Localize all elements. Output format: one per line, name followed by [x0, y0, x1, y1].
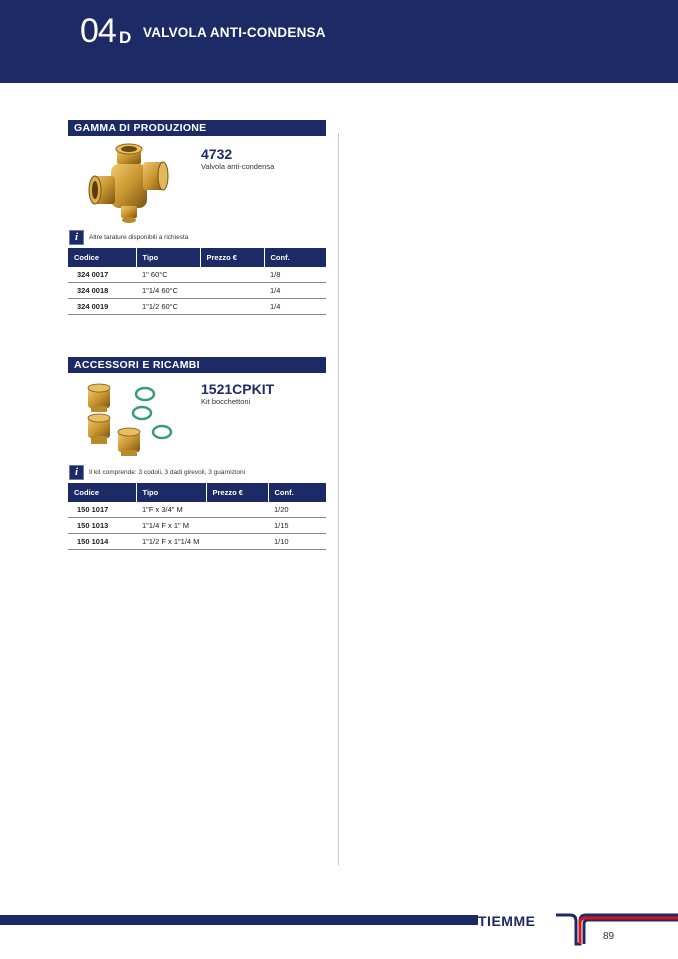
section-title-production: GAMMA DI PRODUZIONE — [68, 120, 326, 136]
col-header-tipo: Tipo — [136, 248, 200, 267]
table-row — [68, 299, 326, 315]
cell-tipo: 1"1/2 F x 1"1/4 M — [136, 534, 206, 550]
cell-conf: 1/15 — [268, 518, 326, 534]
production-table — [68, 248, 326, 315]
column-divider — [338, 133, 339, 865]
cell-conf: 1/10 — [268, 534, 326, 550]
chapter-title: VALVOLA ANTI-CONDENSA — [143, 25, 326, 40]
table-row — [68, 534, 326, 550]
fittings-kit-image — [80, 380, 180, 458]
accessories-table — [68, 483, 326, 550]
cell-codice: 150 1017 — [68, 502, 136, 518]
col-header-prezzo: Prezzo € — [206, 483, 268, 502]
cell-prezzo — [200, 283, 264, 299]
cell-codice: 324 0017 — [68, 267, 136, 283]
chapter-number: 04 — [80, 12, 116, 50]
table-header-row — [68, 483, 326, 502]
footer-bar — [0, 915, 478, 925]
cell-conf: 1/20 — [268, 502, 326, 518]
product-description: Valvola anti-condensa — [201, 162, 275, 171]
col-header-codice: Codice — [68, 248, 136, 267]
cell-tipo: 1"1/2 60°C — [136, 299, 200, 315]
cell-codice: 324 0019 — [68, 299, 136, 315]
col-header-codice: Codice — [68, 483, 136, 502]
cell-conf: 1/8 — [264, 267, 326, 283]
cell-prezzo — [206, 534, 268, 550]
product-code-4732: 4732 — [201, 146, 233, 162]
info-note-text: Altre tarature disponibili a richiesta — [89, 233, 189, 241]
col-header-prezzo: Prezzo € — [200, 248, 264, 267]
section-title-accessories: ACCESSORI E RICAMBI — [68, 357, 326, 373]
info-icon: i — [69, 230, 84, 245]
col-header-conf: Conf. — [268, 483, 326, 502]
table-row — [68, 502, 326, 518]
cell-prezzo — [200, 267, 264, 283]
table-header-row — [68, 248, 326, 267]
cell-conf: 1/4 — [264, 299, 326, 315]
page-header — [0, 0, 678, 83]
valve-image — [85, 140, 175, 230]
brand-name: TIEMME — [478, 912, 536, 929]
cell-prezzo — [206, 502, 268, 518]
cell-tipo: 1"1/4 F x 1" M — [136, 518, 206, 534]
cell-codice: 150 1014 — [68, 534, 136, 550]
page-number: 89 — [603, 931, 615, 942]
col-header-conf: Conf. — [264, 248, 326, 267]
cell-prezzo — [200, 299, 264, 315]
table-row — [68, 267, 326, 283]
cell-codice: 150 1013 — [68, 518, 136, 534]
info-note-text: Il kit comprende: 3 codoli, 3 dadi girevoli, 3 guarnizioni — [89, 468, 246, 476]
chapter-letter: D — [119, 28, 132, 47]
info-icon: i — [69, 465, 84, 480]
cell-tipo: 1"1/4 60°C — [136, 283, 200, 299]
product-description: Kit bocchettoni — [201, 397, 251, 406]
cell-tipo: 1" 60°C — [136, 267, 200, 283]
product-code-1521cpkit: 1521CPKIT — [201, 381, 275, 397]
cell-conf: 1/4 — [264, 283, 326, 299]
col-header-tipo: Tipo — [136, 483, 206, 502]
cell-prezzo — [206, 518, 268, 534]
table-row — [68, 518, 326, 534]
cell-tipo: 1"F x 3/4" M — [136, 502, 206, 518]
cell-codice: 324 0018 — [68, 283, 136, 299]
info-note — [69, 229, 188, 245]
brand-swoosh-icon — [556, 912, 678, 946]
info-note — [69, 464, 245, 480]
table-row — [68, 283, 326, 299]
